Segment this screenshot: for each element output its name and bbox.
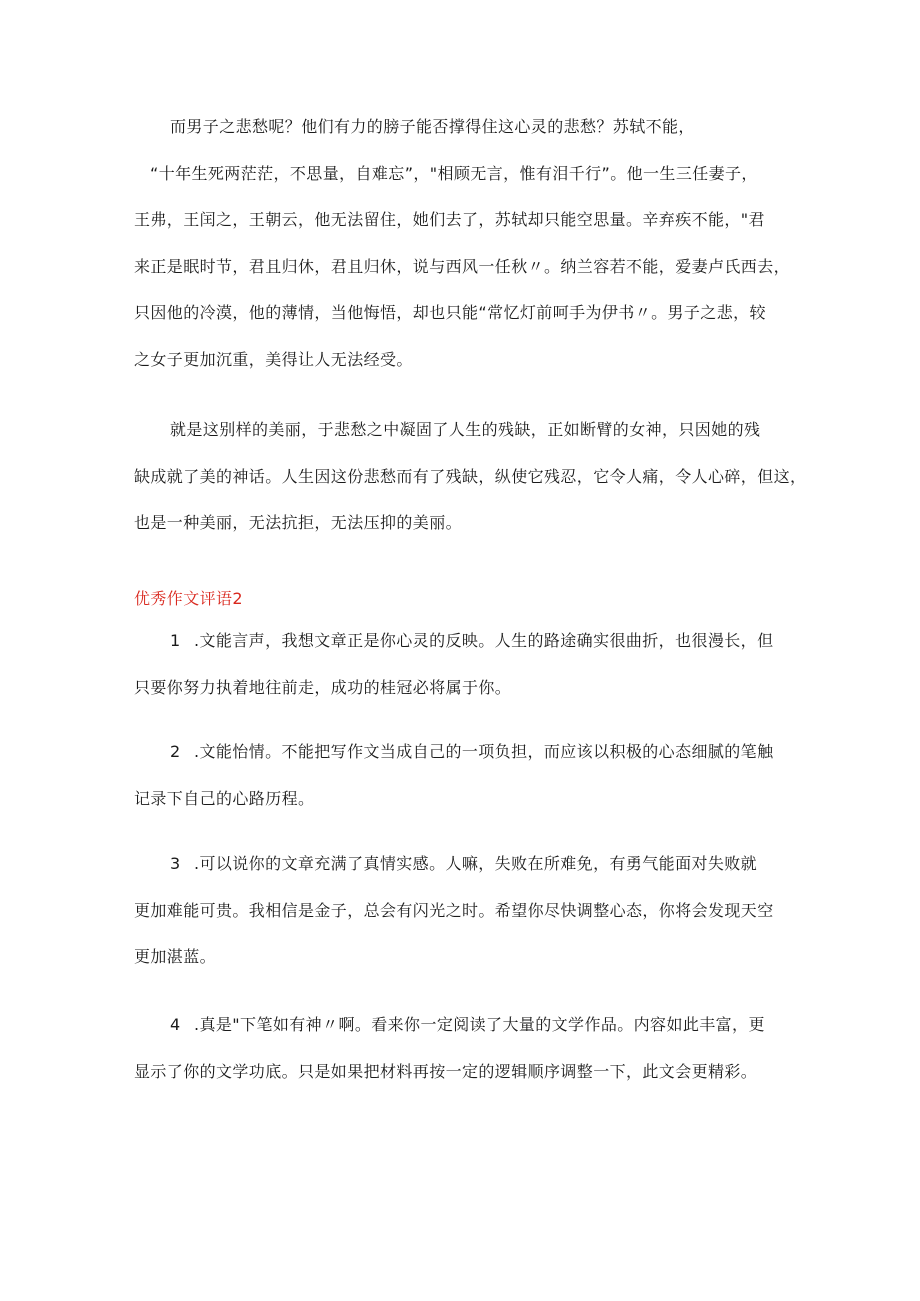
item-number: 2 bbox=[170, 742, 181, 761]
comment-item-1 bbox=[134, 618, 794, 711]
item-number: 1 bbox=[170, 631, 181, 650]
item-text: .文能怡情。不能把写作文当成自己的一项负担，而应该以积极的心态细腻的笔触 bbox=[194, 742, 774, 761]
text-line: 记录下自己的心路历程。 bbox=[134, 788, 315, 808]
text-line: 更加湛蓝。 bbox=[134, 947, 217, 966]
text-line: 只因他的冷漠，他的薄情，当他悔悟，却也只能“常忆灯前呵手为伊书〃。男子之悲，较 bbox=[134, 303, 766, 322]
text-line: 更加难能可贵。我相信是金子，总会有闪光之时。希望你尽快调整心态，你将会发现天空 bbox=[134, 900, 774, 920]
text-line: 而男子之悲愁呢？他们有力的膀子能否撑得住这心灵的悲愁？苏轼不能， bbox=[170, 117, 695, 136]
text-line: “十年生死两茫茫，不思量，自难忘”，"相顾无言，惟有泪千行”。他一生三任妻子， bbox=[150, 163, 758, 183]
text-line: 只要你努力执着地往前走，成功的桂冠必将属于你。 bbox=[134, 677, 512, 697]
text-line: 来正是眠时节，君且归休，君且归休，说与西风一任秋〃。纳兰容若不能，爱妻卢氏西去， bbox=[134, 256, 791, 276]
comment-item-4 bbox=[134, 1002, 794, 1095]
comment-item-3 bbox=[134, 841, 794, 981]
text-line bbox=[134, 841, 794, 888]
item-text: .可以说你的文章充满了真情实感。人嘛，失败在所难免，有勇气能面对失败就 bbox=[194, 854, 758, 873]
item-text: .文能言声，我想文章正是你心灵的反映。人生的路途确实很曲折，也很漫长，但 bbox=[194, 631, 774, 650]
text-line bbox=[134, 729, 794, 776]
text-line: 之女子更加沉重，美得让人无法经受。 bbox=[134, 349, 413, 369]
text-line bbox=[134, 1002, 794, 1049]
text-line: 就是这别样的美丽，于悲愁之中凝固了人生的残缺，正如断臂的女神，只因她的残 bbox=[170, 420, 761, 439]
text-line: 王弗，王闰之，王朝云，他无法留住，她们去了，苏轼却只能空思量。辛弃疾不能，"君 bbox=[134, 210, 765, 229]
comment-item-2 bbox=[134, 729, 794, 822]
text-line bbox=[134, 618, 794, 665]
paragraph-men-sorrow bbox=[134, 104, 794, 383]
item-number: 4 bbox=[170, 1015, 181, 1034]
text-line: 也是一种美丽，无法抗拒，无法压抑的美丽。 bbox=[134, 513, 463, 532]
item-text: .真是"下笔如有神〃啊。看来你一定阅读了大量的文学作品。内容如此丰富，更 bbox=[194, 1015, 765, 1034]
item-number: 3 bbox=[170, 854, 181, 873]
section-heading: 优秀作文评语2 bbox=[134, 589, 243, 608]
text-line: 缺成就了美的神话。人生因这份悲愁而有了残缺，纵使它残忍，它令人痛，令人心碎，但这， bbox=[134, 466, 807, 486]
text-line: 显示了你的文学功底。只是如果把材料再按一定的逻辑顺序调整一下，此文会更精彩。 bbox=[134, 1061, 758, 1081]
paragraph-beauty-of-flaw bbox=[134, 407, 807, 547]
